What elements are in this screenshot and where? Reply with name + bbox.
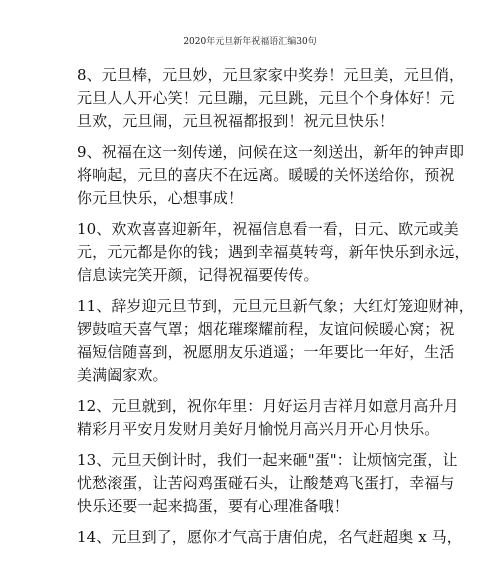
text-line: 12、元旦就到，祝你年里：月好运月吉祥月如意月高升月 [77, 397, 459, 415]
greeting-entry-12 [77, 395, 459, 441]
document-header: 2020年元旦新年祝福语汇编30句 [183, 37, 317, 47]
greeting-entry-8 [77, 64, 465, 133]
text-line: 10、欢欢喜喜迎新年，祝福信息看一看，日元、欧元或美 [77, 220, 459, 238]
text-line: 将响起，元旦的喜庆不在远离。暖暖的关怀送给你，预祝 [77, 166, 455, 184]
text-line: 美满阖家欢。 [77, 366, 168, 384]
text-line: 11、辞岁迎元旦节到，元旦元旦新气象；大红灯笼迎财神， [77, 297, 474, 315]
text-line: 快乐还要一起来捣蛋，要有心理准备哦！ [77, 497, 349, 515]
text-line: 14、元旦到了，愿你才气高于唐伯虎，名气赶超奥 x 马， [77, 528, 462, 546]
greeting-entry-14 [77, 526, 462, 549]
greeting-entry-13 [77, 449, 458, 518]
text-line: 元旦人人开心笑！元旦蹦，元旦跳，元旦个个身体好！元 [77, 89, 455, 107]
greeting-entry-11 [77, 295, 474, 387]
text-line: 8、元旦棒，元旦妙，元旦家家中奖券！元旦美，元旦俏， [77, 66, 465, 84]
text-line: 福短信随喜到，祝愿朋友乐逍遥；一年要比一年好，生活 [77, 343, 455, 361]
text-line: 旦欢，元旦闹，元旦祝福都报到！祝元旦快乐！ [77, 112, 395, 130]
text-line: 精彩月平安月发财月美好月愉悦月高兴月开心月快乐。 [77, 420, 440, 438]
greeting-entry-10 [77, 218, 470, 287]
text-line: 元，元元都是你的钱；遇到幸福莫转弯，新年快乐到永远， [77, 243, 470, 261]
text-line: 信息读完笑开颜，记得祝福要传传。 [77, 266, 319, 284]
document-body [77, 64, 474, 549]
text-line: 13、元旦天倒计时，我们一起来砸"蛋"：让烦恼完蛋，让 [77, 451, 458, 469]
text-line: 锣鼓喧天喜气罩；烟花璀璨耀前程，友谊问候暖心窝；祝 [77, 320, 455, 338]
text-line: 忧愁滚蛋，让苦闷鸡蛋碰石头，让酸楚鸡飞蛋打，幸福与 [77, 474, 455, 492]
text-line: 9、祝福在这一刻传递，问候在这一刻送出，新年的钟声即 [77, 143, 465, 161]
greeting-entry-9 [77, 141, 465, 210]
text-line: 你元旦快乐，心想事成！ [77, 189, 244, 207]
